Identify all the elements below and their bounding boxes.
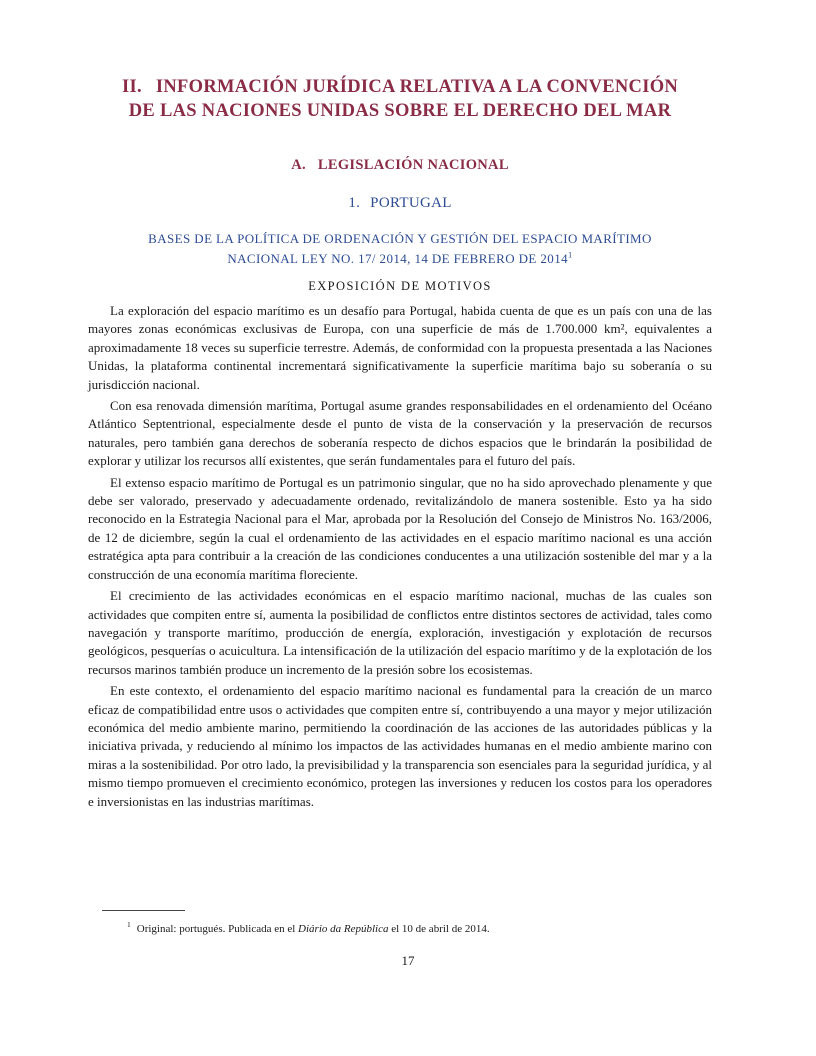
body-paragraph: La exploración del espacio marítimo es un desafío para Portugal, habida cuenta de que es un país con una de las mayores zonas económicas exclusivas de Europa, con una superficie de más de 1.700.000 km², equivalentes a aproximadamente 18 veces su superficie terrestre. Además, de conformidad con la propuesta presentada a las Naciones Unidas, la plataforma continental incrementará significativamente la superficie marítima bajo su soberanía o su jurisdicción nacional. [88,303,712,392]
footnote-ref-superscript: 1 [568,249,573,260]
body-paragraph: Con esa renovada dimensión marítima, Portugal asume grandes responsabilidades en el ordenamiento del Océano Atlántico Septentrional, especialmente desde el punto de vista de la conservación y la preservación de recursos naturales, pero también gana derechos de soberanía respecto de dichos espacios que le brindarán la posibilidad de explorar y utilizar los recursos allí existentes, que serán fundamentales para el futuro del país. [88,398,712,469]
section-heading-text1: INFORMACIÓN JURÍDICA RELATIVA A LA CONVENCIÓN [155,77,679,97]
footnote-marker: 1 [127,920,131,930]
section-number: II. [121,77,142,97]
body-paragraph: El crecimiento de las actividades económicas en el espacio marítimo nacional, muchas de las cuales son actividades que compiten entre sí, aumenta la posibilidad de conflictos entre distintos sectores de actividad, tales como navegación y transporte marítimo, producción de energía, exploración, investigación y explotación de recursos geológicos, pesquerías o acuicultura. La intensificación de la utilización del espacio marítimo y de la explotación de los recursos marinos también produce un incremento de la presión sobre los ecosistemas. [88,588,712,677]
footnote [127,922,687,937]
body-text [88,302,712,811]
country-number: 1. [348,195,361,211]
body-paragraph: En este contexto, el ordenamiento del espacio marítimo nacional es fundamental para la creación de un marco eficaz de compatibilidad entre usos o actividades que compiten entre sí, contribuyendo a una mayor y mejor utilización económica del medio ambiente marino, permitiendo la coordinación de las acciones de las autoridades públicas y la iniciativa privada, y reduciendo al mínimo los impactos de las actividades humanas en el medio ambiente marino con miras a la sostenibilidad. Por otro lado, la previsibilidad y la transparencia son esenciales para la seguridad jurídica, y al mismo tiempo promueven el crecimiento económico, protegen las inversiones y reducen los costos para los operadores e inversionistas en las industrias marítimas. [88,683,712,809]
country-heading [88,193,712,214]
law-title-line2-text: NACIONAL LEY NO. 17/ 2014, 14 DE FEBRERO DE 2014 [227,251,569,266]
section-heading [88,75,712,123]
law-title-line1: BASES DE LA POLÍTICA DE ORDENACIÓN Y GESTIÓN DEL ESPACIO MARÍTIMO [148,231,652,246]
country-label: PORTUGAL [370,195,452,211]
subsection-heading [88,155,712,175]
body-paragraph: El extenso espacio marítimo de Portugal es un patrimonio singular, que no ha sido aprovechado plenamente y que debe ser valorado, preservado y adecuadamente ordenado, revitalizándolo de manera sostenible. Esto ya ha sido reconocido en la Estrategia Nacional para el Mar, aprobada por la Resolución del Consejo de Ministros No. 163/2006, de 12 de diciembre, según la cual el ordenamiento de las actividades en el espacio marítimo nacional es una acción estratégica apta para contribuir a la creación de las condiciones conducentes a una utilización sostenible del mar y a la construcción de una economía marítima floreciente. [88,474,712,582]
page-content [88,0,712,814]
law-title-line2 [88,249,712,269]
page-number: 17 [401,953,415,968]
section-heading-line2: DE LAS NACIONES UNIDAS SOBRE EL DERECHO DEL MAR [128,101,672,121]
law-title [88,229,712,269]
subsection-label: LEGISLACIÓN NACIONAL [317,157,509,173]
section-heading-line1 [88,75,712,99]
subsection-number: A. [291,157,306,173]
footnote-italic-title: Diário da República [298,923,389,935]
footnote-text: Original: portugués. Publicada en el [136,923,299,935]
exposition-heading: EXPOSICIÓN DE MOTIVOS [308,279,492,293]
footnote-text-after: el 10 de abril de 2014. [388,923,490,935]
footnote-divider [102,910,185,911]
